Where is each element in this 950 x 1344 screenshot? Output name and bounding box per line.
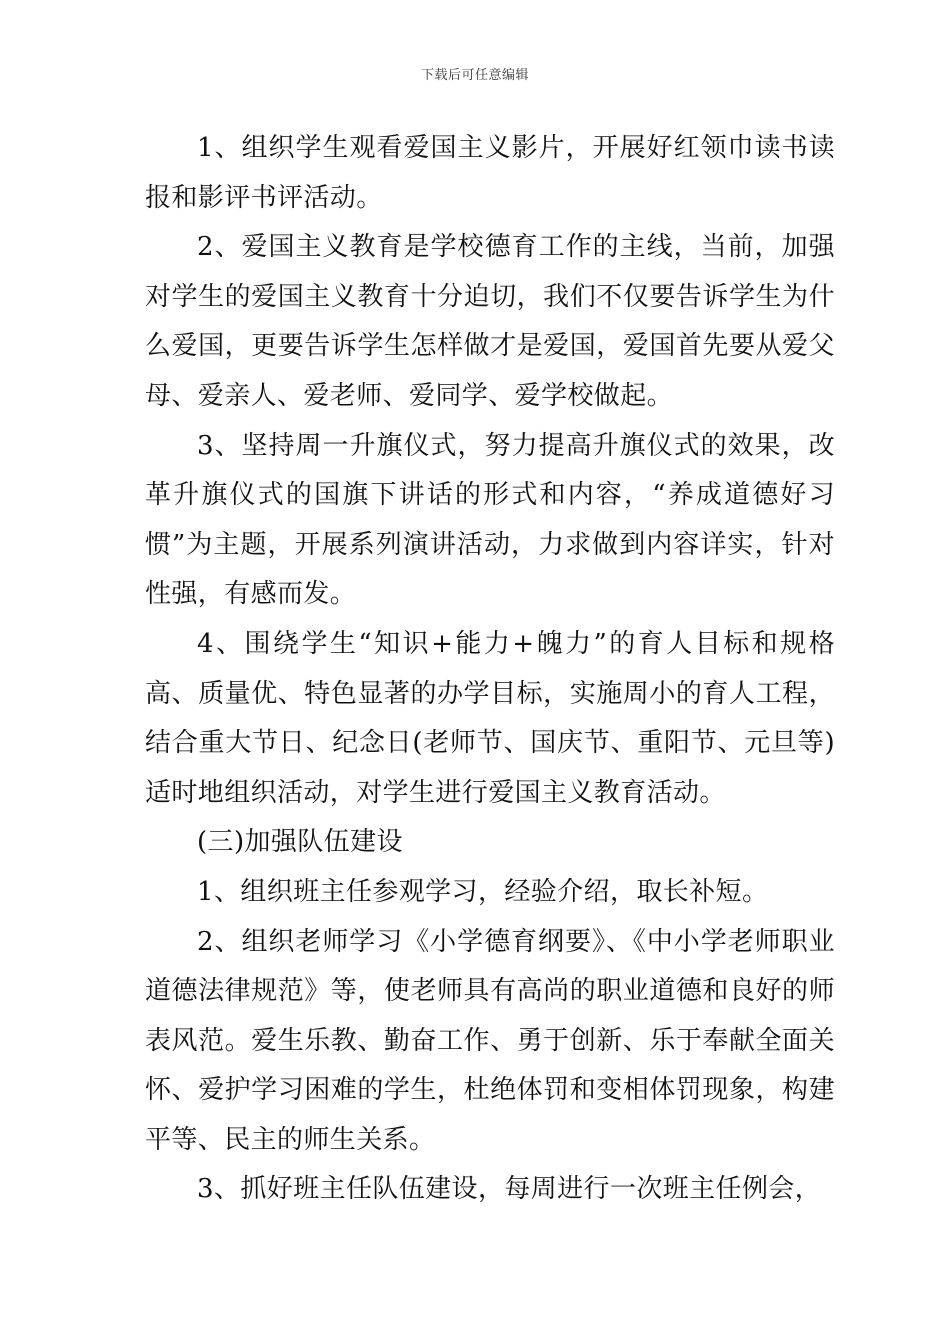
paragraph-item-1: 1、组织学生观看爱国主义影片，开展好红领巾读书读报和影评书评活动。 — [145, 133, 835, 213]
document-body — [145, 124, 835, 1215]
header-note: 下载后可任意编辑 — [420, 68, 529, 83]
paragraph-item-6: 2、组织老师学习《小学德育纲要》、《中小学老师职业道德法律规范》等，使老师具有高尚的职业道德和良好的师表风范。爱生乐教、勤奋工作、勇于创新、乐于奉献全面关怀、爱护学习困难的学生，杜绝体罚和变相体罚现象，构建平等、民主的师生关系。 — [145, 926, 835, 1155]
paragraph-item-2: 2、爱国主义教育是学校德育工作的主线，当前，加强对学生的爱国主义教育十分迫切，我们不仅要告诉学生为什么爱国，更要告诉学生怎样做才是爱国，爱国首先要从爱父母、爱亲人、爱老师、爱同学、爱学校做起。 — [145, 232, 835, 411]
paragraph-item-7: 3、抓好班主任队伍建设，每周进行一次班主任例会， — [197, 1174, 822, 1205]
paragraph-item-3: 3、坚持周一升旗仪式，努力提高升旗仪式的效果，改革升旗仪式的国旗下讲话的形式和内容，“养成道德好习惯”为主题，开展系列演讲活动，力求做到内容详实，针对性强，有感而发。 — [145, 430, 835, 610]
paragraph-item-5: 1、组织班主任参观学习，经验介绍，取长补短。 — [197, 876, 769, 907]
section-heading: (三)加强队伍建设 — [197, 827, 403, 858]
paragraph-item-4: 4、围绕学生“知识+能力+魄力”的育人目标和规格高、质量优、特色显著的办学目标，实施周小的育人工程，结合重大节日、纪念日(老师节、国庆节、重阳节、元旦等)适时地组织活动，对学生进行爱国主义教育活动。 — [145, 628, 835, 808]
